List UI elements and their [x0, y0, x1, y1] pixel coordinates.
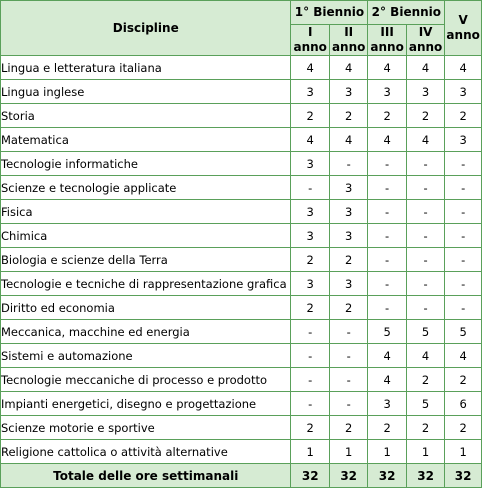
hours-cell: - [406, 224, 444, 248]
discipline-name: Chimica [1, 224, 291, 248]
hours-cell: - [291, 368, 329, 392]
discipline-name: Lingua inglese [1, 80, 291, 104]
discipline-name: Tecnologie e tecniche di rappresentazione grafica [1, 272, 291, 296]
table-row [1, 344, 482, 368]
hours-cell: - [368, 248, 406, 272]
hours-cell: 3 [406, 80, 444, 104]
hours-cell: - [445, 176, 482, 200]
hours-cell: 4 [291, 128, 329, 152]
discipline-name: Sistemi e automazione [1, 344, 291, 368]
discipline-name: Tecnologie meccaniche di processo e prodotto [1, 368, 291, 392]
hours-cell: 2 [291, 104, 329, 128]
hours-cell: 5 [368, 320, 406, 344]
hours-cell: - [445, 248, 482, 272]
hours-cell: 2 [329, 416, 367, 440]
hours-cell: - [406, 272, 444, 296]
hours-cell: 4 [368, 344, 406, 368]
hours-cell: - [406, 296, 444, 320]
hours-cell: - [291, 176, 329, 200]
table-row [1, 320, 482, 344]
hours-cell: 5 [445, 320, 482, 344]
hours-cell: 2 [329, 248, 367, 272]
hours-cell: - [445, 296, 482, 320]
hours-cell: - [445, 152, 482, 176]
hours-cell: 1 [291, 440, 329, 464]
hours-cell: - [445, 272, 482, 296]
table-row [1, 416, 482, 440]
hours-cell: - [406, 176, 444, 200]
discipline-name: Biologia e scienze della Terra [1, 248, 291, 272]
hours-cell: 3 [368, 392, 406, 416]
total-label: Totale delle ore settimanali [1, 464, 291, 488]
table-row [1, 104, 482, 128]
table-row [1, 128, 482, 152]
hours-cell: 3 [445, 128, 482, 152]
hours-cell: 2 [406, 104, 444, 128]
hours-cell: - [291, 344, 329, 368]
hours-cell: 2 [368, 416, 406, 440]
table-row [1, 296, 482, 320]
hours-cell: 2 [445, 416, 482, 440]
hours-cell: 1 [406, 440, 444, 464]
hours-cell: 5 [406, 320, 444, 344]
year-3-header: III anno [368, 25, 406, 56]
hours-cell: 3 [329, 80, 367, 104]
discipline-name: Religione cattolica o attività alternative [1, 440, 291, 464]
hours-cell: - [445, 224, 482, 248]
hours-cell: 4 [368, 56, 406, 80]
hours-cell: - [368, 200, 406, 224]
year-4-header: IV anno [406, 25, 444, 56]
total-cell: 32 [368, 464, 406, 488]
hours-cell: - [329, 392, 367, 416]
hours-cell: 4 [445, 56, 482, 80]
total-cell: 32 [445, 464, 482, 488]
hours-cell: - [406, 152, 444, 176]
total-cell: 32 [329, 464, 367, 488]
hours-cell: - [291, 320, 329, 344]
hours-cell: 2 [368, 104, 406, 128]
hours-cell: 2 [291, 416, 329, 440]
discipline-header: Discipline [1, 1, 291, 56]
table-row [1, 200, 482, 224]
hours-cell: 4 [406, 128, 444, 152]
discipline-name: Impianti energetici, disegno e progettazione [1, 392, 291, 416]
hours-cell: 2 [406, 368, 444, 392]
hours-cell: 3 [368, 80, 406, 104]
hours-cell: 2 [291, 296, 329, 320]
hours-cell: 3 [329, 272, 367, 296]
discipline-name: Scienze e tecnologie applicate [1, 176, 291, 200]
discipline-name: Meccanica, macchine ed energia [1, 320, 291, 344]
hours-cell: 4 [329, 56, 367, 80]
biennio-2-header: 2° Biennio [368, 1, 445, 25]
hours-cell: - [406, 248, 444, 272]
hours-cell: 4 [368, 128, 406, 152]
table-row [1, 248, 482, 272]
hours-cell: 3 [291, 200, 329, 224]
hours-cell: 3 [291, 224, 329, 248]
hours-cell: 3 [291, 152, 329, 176]
discipline-name: Fisica [1, 200, 291, 224]
hours-cell: 5 [406, 392, 444, 416]
table-row [1, 392, 482, 416]
table-row [1, 272, 482, 296]
hours-cell: 4 [329, 128, 367, 152]
total-cell: 32 [291, 464, 329, 488]
hours-cell: 4 [368, 368, 406, 392]
table-row [1, 56, 482, 80]
discipline-name: Matematica [1, 128, 291, 152]
discipline-name: Scienze motorie e sportive [1, 416, 291, 440]
hours-cell: 4 [406, 56, 444, 80]
hours-cell: - [368, 272, 406, 296]
hours-cell: 1 [445, 440, 482, 464]
hours-cell: 3 [329, 200, 367, 224]
discipline-name: Tecnologie informatiche [1, 152, 291, 176]
hours-cell: 3 [291, 80, 329, 104]
year-1-header: I anno [291, 25, 329, 56]
total-cell: 32 [406, 464, 444, 488]
hours-cell: - [329, 368, 367, 392]
hours-cell: 2 [445, 104, 482, 128]
table-row [1, 368, 482, 392]
hours-cell: 3 [329, 176, 367, 200]
hours-cell: 4 [445, 344, 482, 368]
hours-cell: 4 [291, 56, 329, 80]
hours-cell: - [291, 392, 329, 416]
hours-cell: 3 [291, 272, 329, 296]
hours-cell: - [368, 152, 406, 176]
hours-cell: - [329, 320, 367, 344]
year-5-header: V anno [445, 1, 482, 56]
hours-cell: 1 [329, 440, 367, 464]
table-row [1, 176, 482, 200]
hours-cell: 2 [329, 296, 367, 320]
discipline-name: Lingua e letteratura italiana [1, 56, 291, 80]
hours-cell: 2 [445, 368, 482, 392]
hours-cell: - [368, 176, 406, 200]
table-row [1, 152, 482, 176]
hours-cell: - [445, 200, 482, 224]
hours-cell: 2 [329, 104, 367, 128]
total-row [1, 464, 482, 488]
hours-cell: 3 [329, 224, 367, 248]
hours-cell: 4 [406, 344, 444, 368]
hours-cell: - [368, 224, 406, 248]
hours-cell: 1 [368, 440, 406, 464]
table-row [1, 440, 482, 464]
hours-cell: 2 [406, 416, 444, 440]
biennio-1-header: 1° Biennio [291, 1, 368, 25]
hours-cell: - [368, 296, 406, 320]
table-row [1, 224, 482, 248]
hours-cell: 3 [445, 80, 482, 104]
hours-cell: - [406, 200, 444, 224]
hours-cell: - [329, 344, 367, 368]
year-2-header: II anno [329, 25, 367, 56]
table-row [1, 80, 482, 104]
hours-cell: 6 [445, 392, 482, 416]
hours-cell: 2 [291, 248, 329, 272]
discipline-name: Diritto ed economia [1, 296, 291, 320]
discipline-name: Storia [1, 104, 291, 128]
hours-cell: - [329, 152, 367, 176]
